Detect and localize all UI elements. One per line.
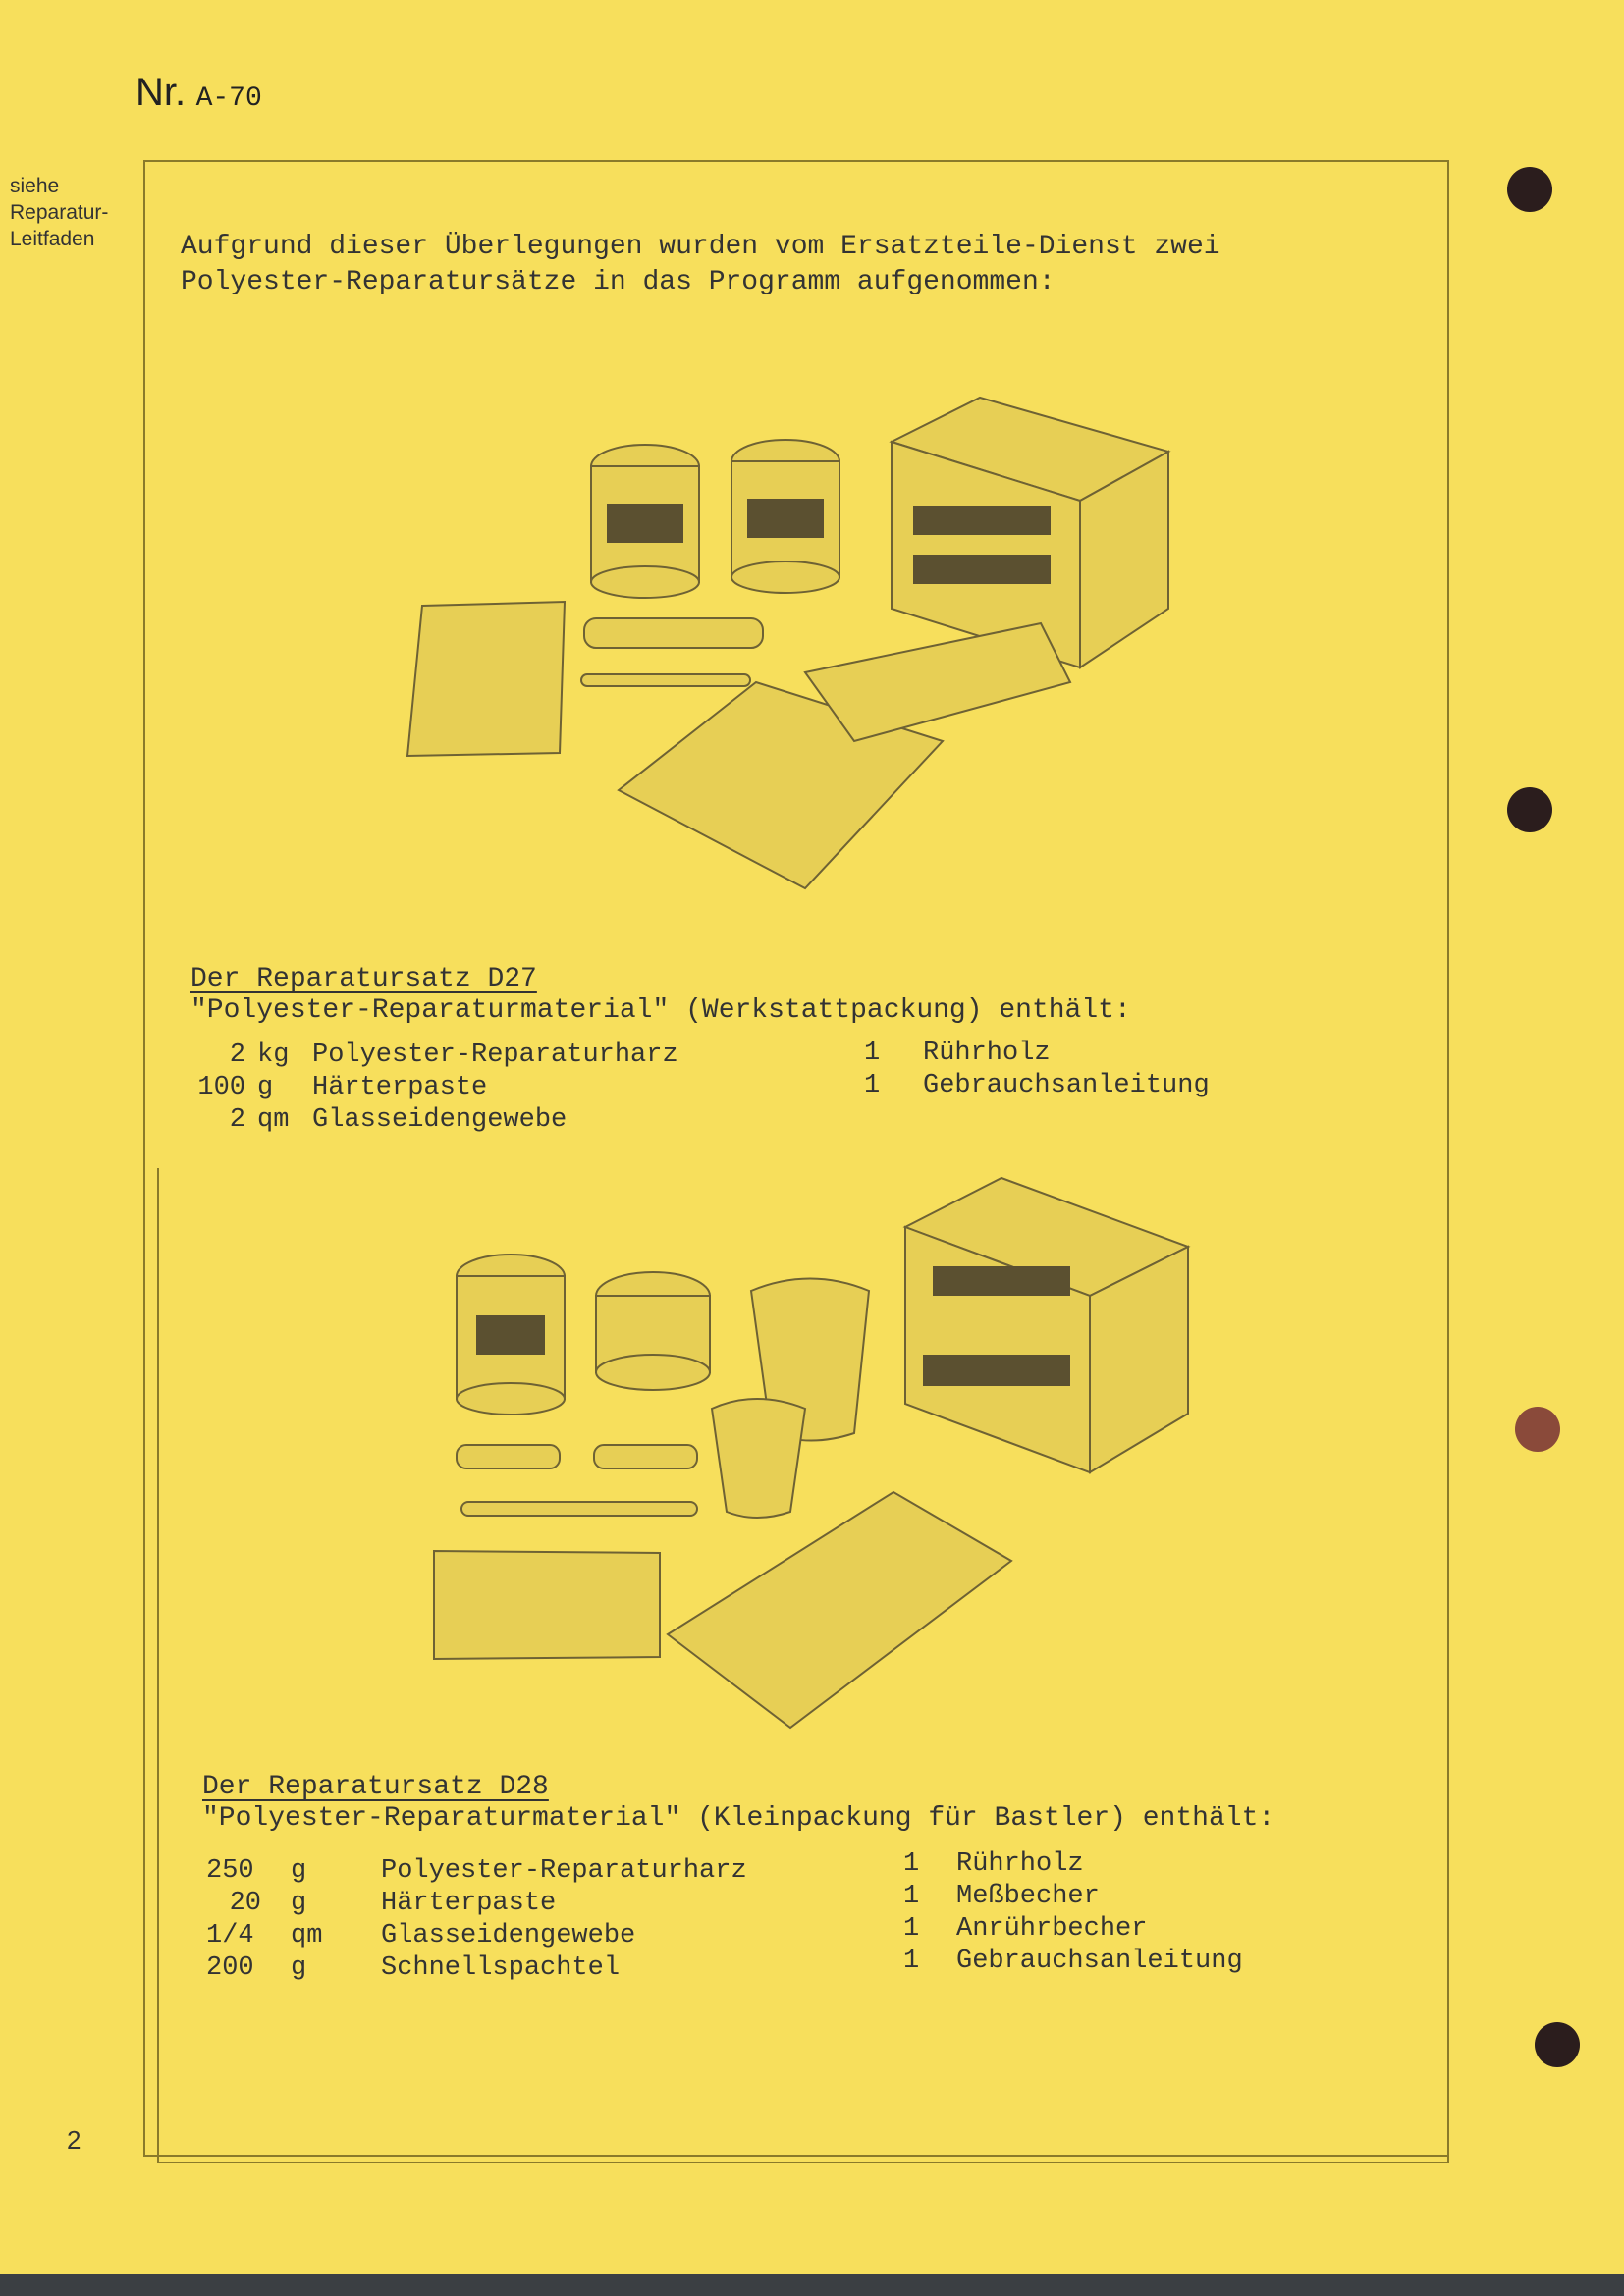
intro-line: Aufgrund dieser Überlegungen wurden vom Ersatzteile-Dienst zwei (181, 232, 1220, 262)
kit-d28-title: Der Reparatursatz D28 (202, 1772, 549, 1802)
item-qty: 1 (864, 1039, 881, 1068)
item-qty: 1 (903, 1882, 920, 1911)
binder-hole (1507, 167, 1552, 212)
hardener-tube (584, 618, 763, 648)
doc-code: A-70 (195, 83, 262, 114)
instruction-leaflet (668, 1492, 1011, 1728)
hardener-tube (457, 1445, 560, 1468)
kit-d28-photo (403, 1168, 1198, 1737)
item-qty: 1/4 (206, 1921, 254, 1950)
item-name: Glasseidengewebe (381, 1921, 636, 1950)
list-item (903, 1946, 1243, 1978)
list-item (206, 1920, 747, 1952)
item-qty: 20 (229, 1889, 261, 1918)
list-item (206, 1952, 747, 1985)
scan-edge (0, 2274, 1624, 2296)
intro-text (181, 230, 1220, 300)
list-item (864, 1038, 1210, 1070)
side-note-line: Leitfaden (10, 228, 95, 250)
kit-d28-contents-left (206, 1855, 747, 1985)
item-unit: qm (257, 1105, 290, 1135)
page-number: 2 (67, 2125, 81, 2155)
item-unit: g (257, 1073, 274, 1102)
item-name: Rührholz (923, 1039, 1051, 1068)
item-unit: qm (291, 1921, 323, 1950)
kit-d27-photo (393, 388, 1188, 898)
item-qty: 1 (903, 1849, 920, 1879)
list-item (903, 1881, 1243, 1913)
kit-d27-title: Der Reparatursatz D27 (190, 964, 537, 994)
kit-d28-contents-right (903, 1848, 1243, 1978)
item-qty: 1 (864, 1071, 881, 1100)
measuring-cup (712, 1399, 805, 1518)
list-item (864, 1070, 1210, 1102)
item-qty: 100 (197, 1073, 245, 1102)
binder-hole (1535, 2022, 1580, 2067)
list-item (187, 1104, 678, 1137)
item-unit: g (291, 1856, 307, 1886)
item-name: Polyester-Reparaturharz (312, 1041, 678, 1070)
item-qty: 2 (229, 1105, 245, 1135)
item-qty: 1 (903, 1914, 920, 1944)
kit-d27-subtitle: "Polyester-Reparaturmaterial" (Werkstattpackung) enthält: (190, 995, 1131, 1026)
item-name: Härterpaste (381, 1889, 557, 1918)
stirring-stick (581, 674, 750, 686)
list-item (903, 1913, 1243, 1946)
item-name: Meßbecher (956, 1882, 1100, 1911)
fiberglass-bag (434, 1551, 660, 1659)
item-name: Rührholz (956, 1849, 1084, 1879)
side-note-line: Reparatur- (10, 201, 109, 224)
item-name: Schnellspachtel (381, 1953, 621, 1983)
item-name: Gebrauchsanleitung (923, 1071, 1210, 1100)
instruction-leaflet (407, 602, 565, 756)
item-name: Anrührbecher (956, 1914, 1148, 1944)
stirring-stick (461, 1502, 697, 1516)
intro-line: Polyester-Reparatursätze in das Programm aufgenommen: (181, 267, 1056, 297)
list-item (187, 1072, 678, 1104)
item-qty: 200 (206, 1953, 254, 1983)
item-unit: g (291, 1889, 307, 1918)
side-note (10, 173, 108, 252)
binder-hole (1507, 787, 1552, 832)
list-item (206, 1888, 747, 1920)
item-unit: g (291, 1953, 307, 1983)
list-item (903, 1848, 1243, 1881)
binder-hole (1515, 1407, 1560, 1452)
list-item (206, 1855, 747, 1888)
item-unit: kg (257, 1041, 290, 1070)
item-name: Gebrauchsanleitung (956, 1947, 1243, 1976)
side-note-line: siehe (10, 175, 60, 197)
kit-d27-heading (190, 964, 1131, 1027)
item-qty: 1 (903, 1947, 920, 1976)
list-item (187, 1040, 678, 1072)
nr-label: Nr. (135, 71, 187, 114)
item-name: Glasseidengewebe (312, 1105, 568, 1135)
item-name: Härterpaste (312, 1073, 488, 1102)
kit-d28-subtitle: "Polyester-Reparaturmaterial" (Kleinpackung für Bastler) enthält: (202, 1803, 1275, 1834)
document-number (135, 71, 262, 115)
kit-d28-heading (202, 1772, 1274, 1835)
item-name: Polyester-Reparaturharz (381, 1856, 747, 1886)
item-qty: 2 (229, 1041, 245, 1070)
kit-d27-contents-left (187, 1040, 678, 1137)
kit-d27-contents-right (864, 1038, 1210, 1102)
item-qty: 250 (206, 1856, 254, 1886)
